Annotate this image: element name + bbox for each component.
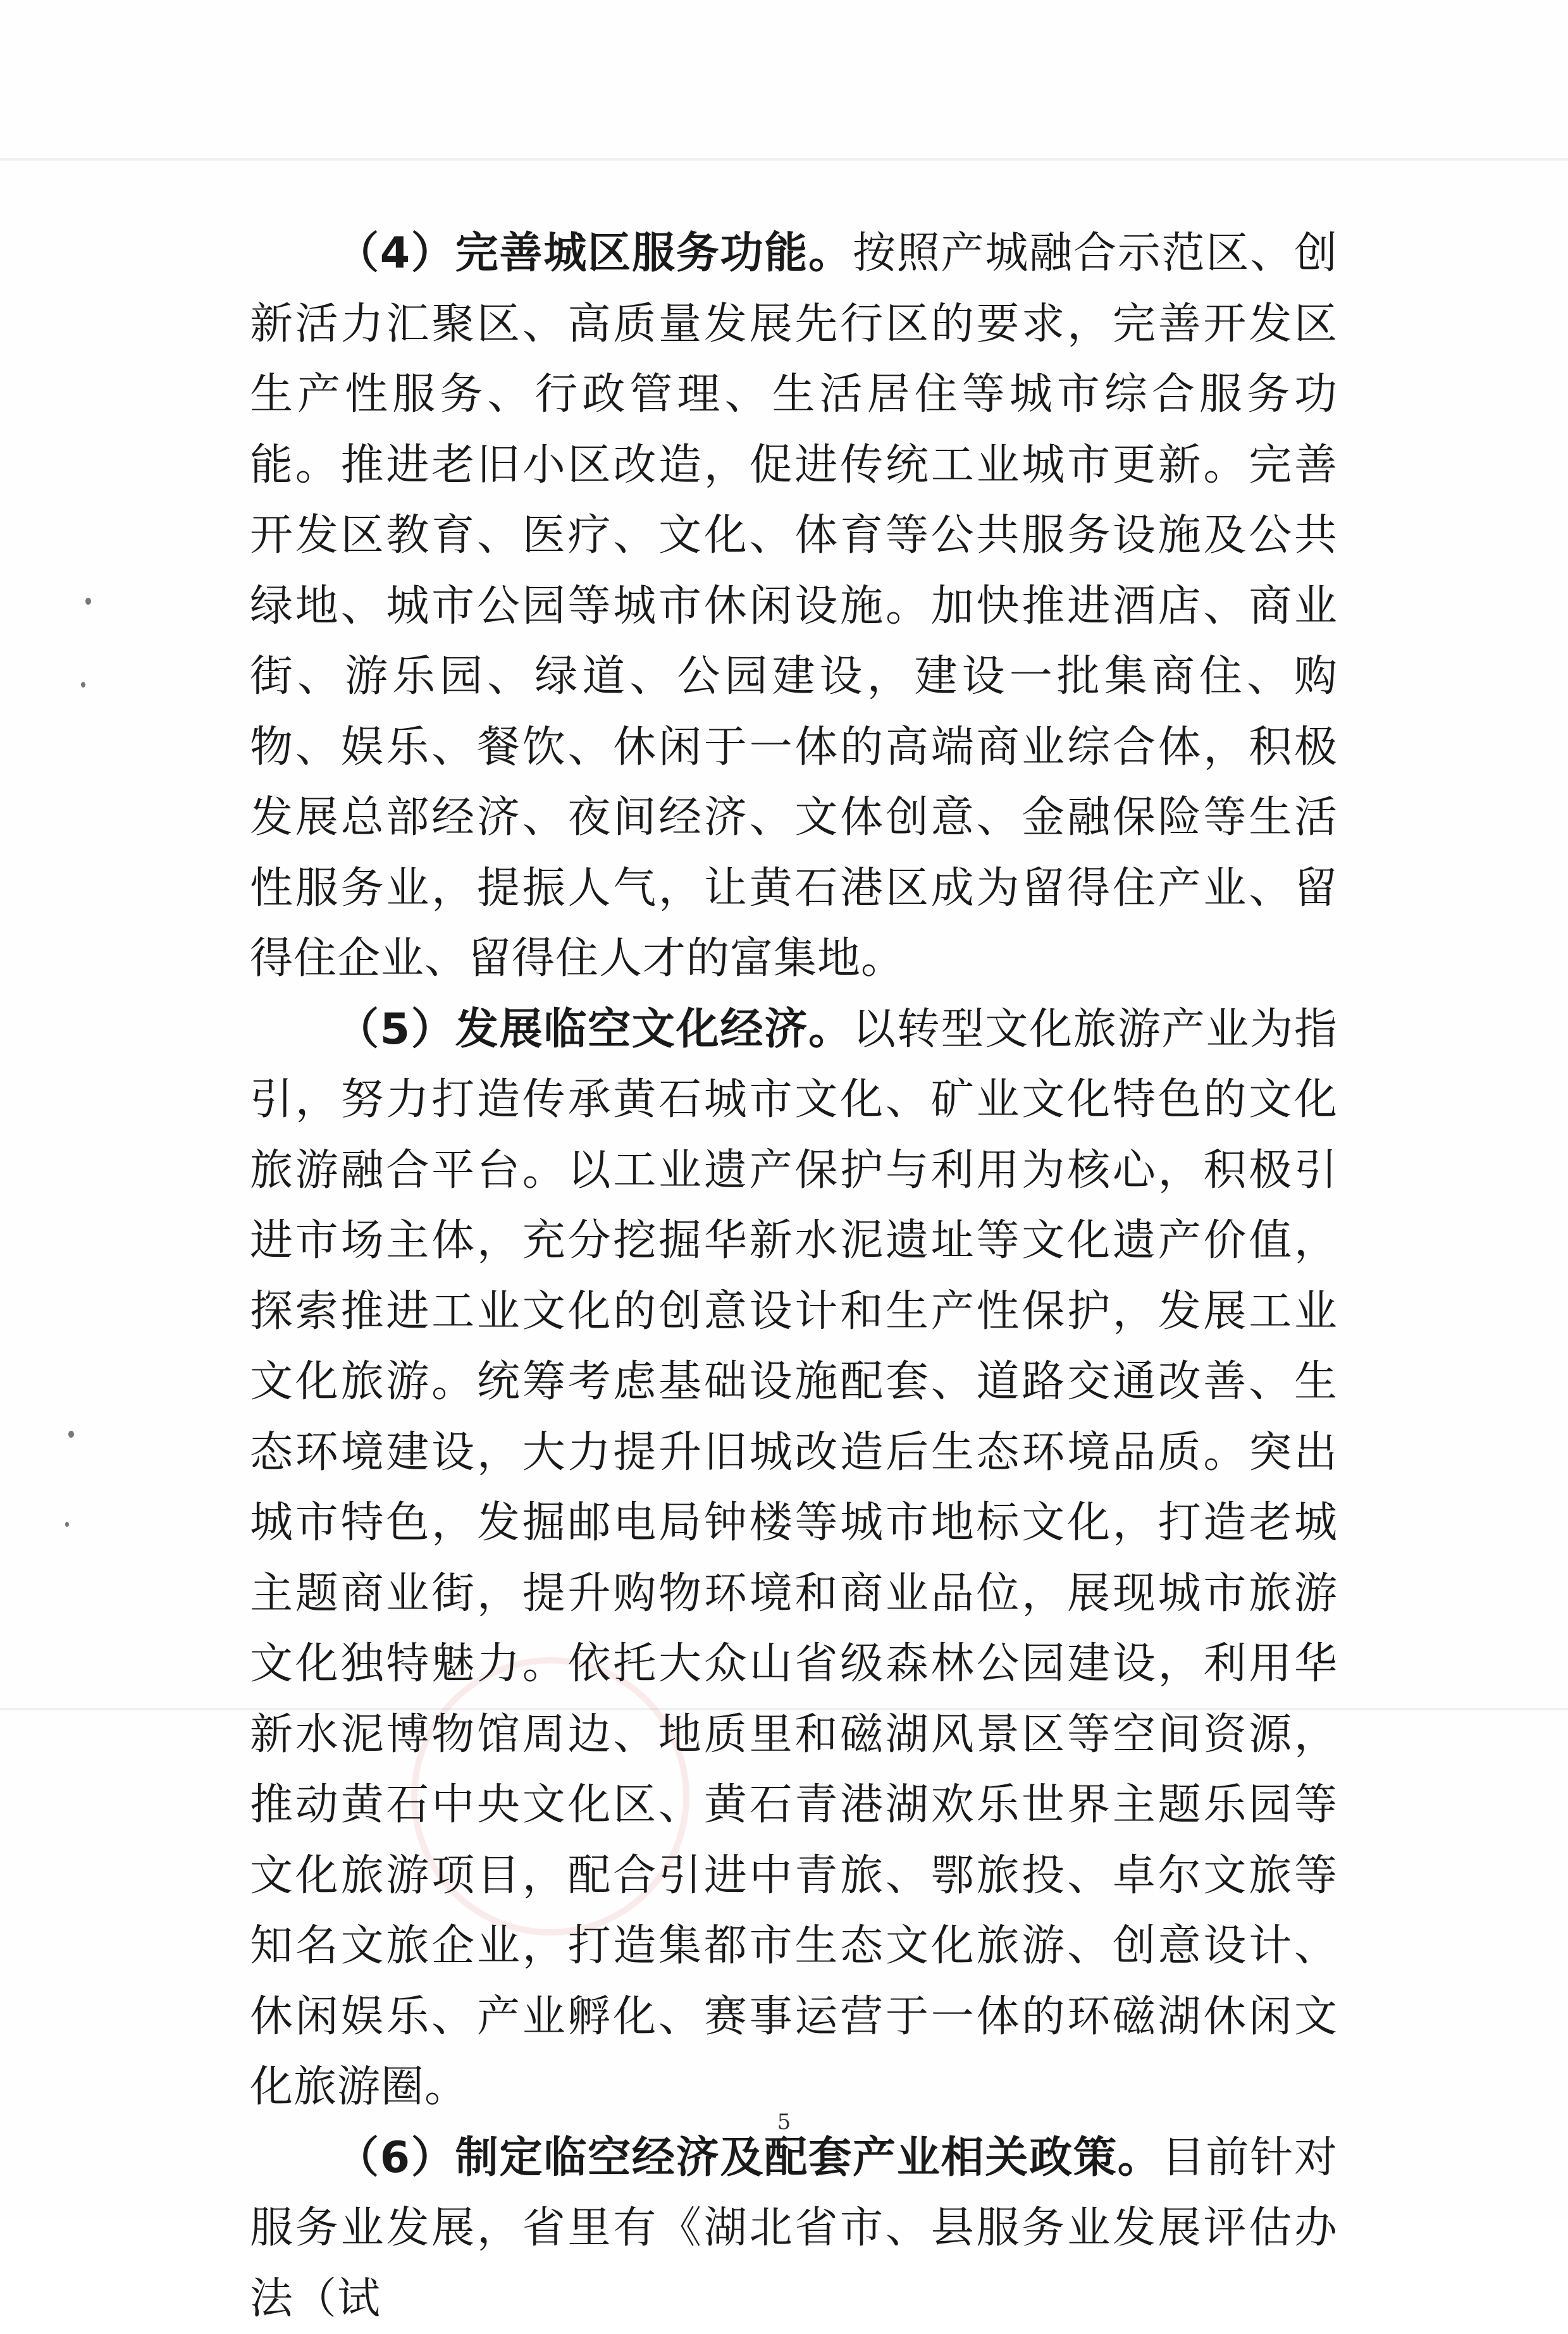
body-text (250, 218, 1338, 2334)
scan-speck (65, 1522, 69, 1527)
scan-shadow (0, 158, 1568, 161)
paragraph-body: 目前针对服务业发展，省里有《湖北省市、县服务业发展评估办法（试 (250, 2133, 1338, 2324)
paragraph-heading: （4）完善城区服务功能。 (336, 228, 853, 278)
paragraph-heading: （6）制定临空经济及配套产业相关政策。 (336, 2133, 1162, 2183)
page-number: 5 (0, 2109, 1568, 2135)
scan-speck (85, 598, 91, 605)
paragraph (250, 218, 1338, 994)
scan-speck (68, 1431, 74, 1438)
paragraph (250, 2123, 1338, 2334)
paragraph-heading: （5）发展临空文化经济。 (336, 1004, 853, 1054)
paragraph-body: 以转型文化旅游产业为指引，努力打造传承黄石城市文化、矿业文化特色的文化旅游融合平台。以工业遗产保护与利用为核心，积极引进市场主体，充分挖掘华新水泥遗址等文化遗产价值，探索推进工业文化的创意设计和生产性保护，发展工业文化旅游。统筹考虑基础设施配套、道路交通改善、生态环境建设，大力提升旧城改造后生态环境品质。突出城市特色，发掘邮电局钟楼等城市地标文化，打造老城主题商业街，提升购物环境和商业品位，展现城市旅游文化独特魅力。依托大众山省级森林公园建设，利用华新水泥博物馆周边、地质里和磁湖风景区等空间资源，推动黄石中央文化区、黄石青港湖欢乐世界主题乐园等文化旅游项目，配合引进中青旅、鄂旅投、卓尔文旅等知名文旅企业，打造集都市生态文化旅游、创意设计、休闲娱乐、产业孵化、赛事运营于一体的环磁湖休闲文化旅游圈。 (250, 1004, 1338, 2113)
paragraph-body: 按照产城融合示范区、创新活力汇聚区、高质量发展先行区的要求，完善开发区生产性服务、行政管理、生活居住等城市综合服务功能。推进老旧小区改造，促进传统工业城市更新。完善开发区教育、医疗、文化、体育等公共服务设施及公共绿地、城市公园等城市休闲设施。加快推进酒店、商业街、游乐园、绿道、公园建设，建设一批集商住、购物、娱乐、餐饮、休闲于一体的高端商业综合体，积极发展总部经济、夜间经济、文体创意、金融保险等生活性服务业，提振人气，让黄石港区成为留得住产业、留得住企业、留得住人才的富集地。 (250, 228, 1338, 984)
scan-speck (81, 682, 85, 688)
paragraph (250, 994, 1338, 2123)
